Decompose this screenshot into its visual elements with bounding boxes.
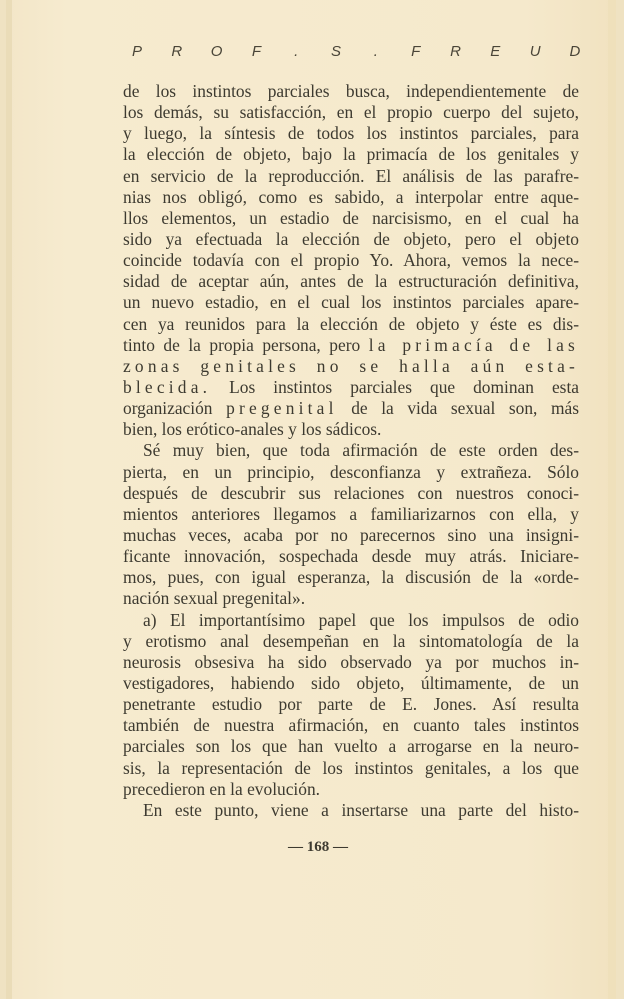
line-text: bien, los erótico-anales y los sádicos. [123, 419, 382, 440]
text-line [123, 694, 579, 715]
running-head-letter: P [131, 42, 142, 60]
text-line [123, 166, 579, 187]
emphasized-spaced-text: pregenital [226, 398, 338, 419]
line-text: también de nuestra afirmación, en cuanto tales instintos [123, 715, 579, 736]
text-line [123, 567, 579, 588]
text-line [123, 271, 579, 292]
line-text: coincide todavía con el propio Yo. Ahora, vemos la nece- [123, 250, 579, 271]
running-head-letter: R [450, 42, 461, 60]
line-text: penetrante estudio por parte de E. Jones. Así resulta [123, 694, 579, 715]
line-text: precedieron en la evolución. [123, 778, 321, 799]
emphasized-spaced-text: la primacía de las [368, 334, 579, 355]
text-line [123, 292, 579, 313]
line-text: mientos anteriores llegamos a familiarizarnos con ella, y [123, 503, 579, 524]
text-line [123, 610, 579, 631]
line-text: Los instintos parciales que dominan esta [211, 376, 579, 397]
emphasized-spaced-text: blecida. [123, 376, 212, 397]
book-page [6, 0, 616, 999]
text-line [123, 673, 579, 694]
text-line [123, 102, 579, 123]
text-line [123, 715, 579, 736]
running-head-letter: R [171, 42, 183, 60]
emphasized-spaced-text: zonas genitales no se halla aún esta- [123, 355, 579, 376]
line-text: mos, pues, con igual esperanza, la discusión de la «orde- [123, 567, 579, 588]
text-line [123, 335, 579, 356]
line-text: ficante innovación, sospechada desde muy atrás. Iniciare- [123, 546, 579, 567]
line-text: muchas veces, acaba por no parecernos sino una insigni- [123, 524, 579, 545]
text-line [123, 546, 579, 567]
text-line [123, 377, 579, 398]
line-text: sidad de aceptar aún, antes de la estructuración definitiva, [123, 271, 579, 292]
line-text: parciales son los que han vuelto a arrogarse en la neuro- [123, 736, 579, 757]
line-text: sido ya efectuada la elección de objeto, pero el objeto [123, 228, 579, 249]
text-line [123, 588, 579, 609]
text-line [123, 419, 579, 440]
line-text: de la vida sexual son, más [337, 398, 579, 419]
text-line [123, 123, 579, 144]
text-line [123, 314, 579, 335]
body-text [123, 81, 579, 821]
line-text: a) El importantísimo papel que los impulsos de odio [143, 609, 579, 630]
line-text: en servicio de la reproducción. El análisis de las parafre- [123, 165, 579, 186]
running-head-letter: O [210, 42, 223, 60]
text-line [123, 758, 579, 779]
running-head-letter: D [569, 42, 581, 60]
line-text: nias nos obligó, como es sabido, a interpolar entre aque- [123, 186, 579, 207]
running-head-letter: S [331, 42, 342, 60]
text-line [123, 483, 579, 504]
text-line [123, 631, 579, 652]
line-text: un nuevo estadio, en el cual los instintos parciales apare- [123, 292, 579, 313]
line-text: sis, la representación de los instintos genitales, a los que [123, 757, 579, 778]
line-text: de los instintos parciales busca, independientemente de [123, 81, 579, 101]
text-line [123, 187, 579, 208]
line-text: tinto de la propia persona, pero [123, 334, 369, 355]
page-number: — 168 — [288, 839, 348, 855]
text-line [123, 800, 579, 821]
running-head-letter: . [373, 42, 378, 60]
line-text: la elección de objeto, bajo la primacía de los genitales y [123, 144, 579, 165]
text-line [123, 229, 579, 250]
text-line [123, 81, 579, 102]
line-text: neurosis obsesiva ha sido observado ya por muchos in- [123, 651, 579, 672]
line-text: los demás, su satisfacción, en el propio cuerpo del sujeto, [123, 102, 579, 123]
running-head-letter: F [411, 42, 421, 60]
line-text: En este punto, viene a insertarse una parte del histo- [143, 799, 579, 820]
running-head-letter: U [529, 42, 541, 60]
text-line [123, 250, 579, 271]
line-text: nación sexual pregenital». [123, 588, 306, 609]
text-line [123, 208, 579, 229]
text-line [123, 525, 579, 546]
line-text: organización [123, 398, 227, 419]
text-line [123, 736, 579, 757]
text-line [123, 440, 579, 461]
text-line [123, 144, 579, 165]
line-text: vestigadores, habiendo sido objeto, últimamente, de un [123, 672, 579, 693]
line-text: Sé muy bien, que toda afirmación de este orden des- [143, 440, 579, 461]
running-head-letter: E [490, 42, 501, 60]
running-head-letter: . [294, 42, 299, 60]
line-text: pierta, en un principio, desconfianza y extrañeza. Sólo [123, 461, 579, 482]
line-text: llos elementos, un estadio de narcisismo, en el cual ha [123, 207, 579, 228]
text-line [123, 398, 579, 419]
line-text: y luego, la síntesis de todos los instintos parciales, para [123, 123, 579, 144]
text-line [123, 462, 579, 483]
running-head [128, 41, 584, 61]
text-line [123, 652, 579, 673]
line-text: cen ya reunidos para la elección de objeto y éste es dis- [123, 313, 579, 334]
text-line [123, 356, 579, 377]
text-line [123, 504, 579, 525]
line-text: y erotismo anal desempeñan en la sintomatología de la [123, 630, 579, 651]
running-head-letter: F [251, 42, 262, 60]
text-line [123, 779, 579, 800]
line-text: después de descubrir sus relaciones con nuestros conoci- [123, 482, 579, 503]
